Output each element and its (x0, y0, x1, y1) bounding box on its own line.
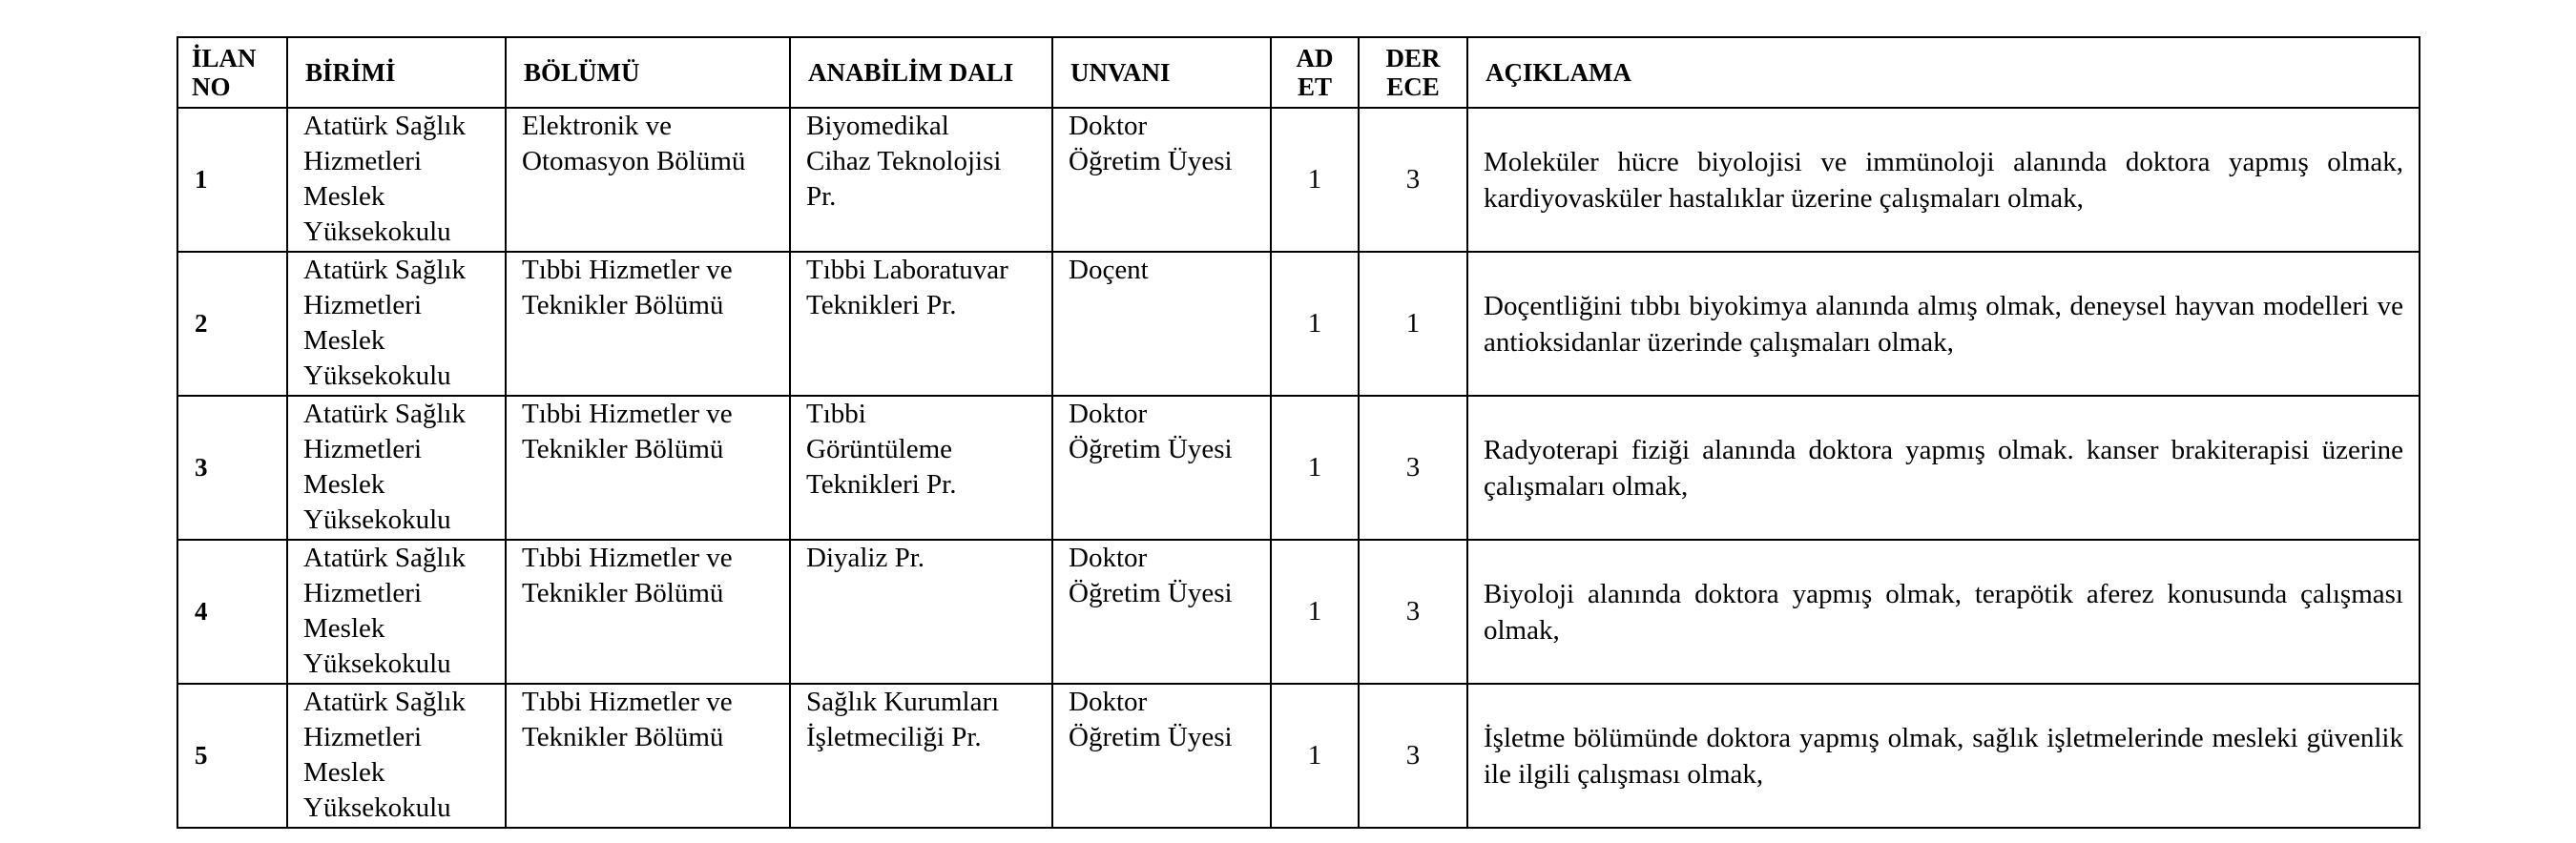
cell-anabilim-dali-line: Tıbbi (806, 399, 866, 429)
ilan-table (177, 36, 2420, 829)
cell-anabilim-dali (790, 540, 1052, 684)
cell-unvani-line: Öğretim Üyesi (1069, 434, 1233, 464)
cell-unvani (1052, 396, 1271, 540)
header-ilan-no-line-1: İLAN (192, 44, 257, 72)
header-row (177, 37, 2420, 108)
cell-birimi-line: Atatürk Sağlık (303, 255, 466, 285)
table-row (177, 684, 2420, 828)
header-derece-line-2: ECE (1386, 72, 1440, 101)
header-adet-line-1: AD (1296, 44, 1334, 72)
cell-birimi (287, 684, 506, 828)
cell-adet: 1 (1271, 252, 1359, 396)
cell-adet: 1 (1271, 540, 1359, 684)
cell-anabilim-dali-line: Teknikleri Pr. (806, 469, 957, 500)
cell-birimi-line: Hizmetleri (303, 578, 423, 608)
cell-ilan-no: 5 (177, 684, 287, 828)
cell-bolumu (506, 252, 790, 396)
cell-birimi-line: Hizmetleri (303, 290, 423, 320)
cell-unvani-line: Doçent (1069, 255, 1149, 285)
cell-bolumu-line: Tıbbi Hizmetler ve (522, 399, 733, 429)
cell-unvani-line: Doktor (1069, 399, 1148, 429)
header-bolumu: BÖLÜMÜ (506, 37, 790, 108)
cell-anabilim-dali-line: Sağlık Kurumları (806, 687, 1000, 717)
header-birimi: BİRİMİ (287, 37, 506, 108)
cell-bolumu-line: Tıbbi Hizmetler ve (522, 543, 733, 573)
cell-ilan-no: 1 (177, 108, 287, 252)
cell-birimi-line: Meslek (303, 325, 385, 356)
cell-bolumu-line: Teknikler Bölümü (522, 722, 724, 752)
cell-birimi-line: Yüksekokulu (303, 504, 451, 535)
header-ilan-no-line-2: NO (192, 72, 231, 101)
cell-birimi-line: Atatürk Sağlık (303, 687, 466, 717)
header-adet-line-2: ET (1297, 72, 1333, 101)
table-row (177, 540, 2420, 684)
cell-birimi-line: Hizmetleri (303, 434, 423, 464)
cell-unvani-line: Öğretim Üyesi (1069, 722, 1233, 752)
cell-derece: 3 (1359, 540, 1467, 684)
cell-aciklama: Radyoterapi fiziği alanında doktora yapmış olmak. kanser brakiterapisi üzerine çalışmaları olmak, (1467, 396, 2420, 540)
cell-bolumu (506, 540, 790, 684)
cell-unvani (1052, 252, 1271, 396)
cell-derece: 1 (1359, 252, 1467, 396)
cell-anabilim-dali-line: Pr. (806, 181, 837, 212)
table-row (177, 252, 2420, 396)
cell-birimi-line: Atatürk Sağlık (303, 543, 466, 573)
cell-derece: 3 (1359, 684, 1467, 828)
cell-aciklama: Moleküler hücre biyolojisi ve immünoloji alanında doktora yapmış olmak, kardiyovasküler hastalıklar üzerine çalışmaları olmak, (1467, 108, 2420, 252)
cell-anabilim-dali (790, 252, 1052, 396)
cell-birimi (287, 396, 506, 540)
cell-anabilim-dali-line: Tıbbi Laboratuvar (806, 255, 1008, 285)
cell-birimi-line: Meslek (303, 613, 385, 644)
cell-unvani-line: Öğretim Üyesi (1069, 578, 1233, 608)
cell-bolumu-line: Otomasyon Bölümü (522, 146, 746, 176)
cell-birimi (287, 108, 506, 252)
cell-birimi-line: Yüksekokulu (303, 216, 451, 247)
cell-ilan-no: 2 (177, 252, 287, 396)
cell-derece: 3 (1359, 396, 1467, 540)
header-derece-line-1: DER (1385, 44, 1441, 72)
cell-unvani-line: Doktor (1069, 543, 1148, 573)
header-anabilim-dali: ANABİLİM DALI (790, 37, 1052, 108)
cell-birimi-line: Hizmetleri (303, 146, 423, 176)
cell-unvani-line: Öğretim Üyesi (1069, 146, 1233, 176)
header-adet (1271, 37, 1359, 108)
cell-bolumu-line: Tıbbi Hizmetler ve (522, 687, 733, 717)
cell-ilan-no: 3 (177, 396, 287, 540)
cell-anabilim-dali-line: İşletmeciliği Pr. (806, 722, 982, 752)
cell-birimi-line: Yüksekokulu (303, 360, 451, 391)
header-unvani: UNVANI (1052, 37, 1271, 108)
cell-anabilim-dali-line: Diyaliz Pr. (806, 543, 925, 573)
cell-bolumu-line: Teknikler Bölümü (522, 434, 724, 464)
cell-birimi-line: Meslek (303, 469, 385, 500)
cell-anabilim-dali-line: Biyomedikal (806, 111, 949, 141)
cell-anabilim-dali-line: Görüntüleme (806, 434, 953, 464)
cell-anabilim-dali-line: Cihaz Teknolojisi (806, 146, 1002, 176)
cell-bolumu (506, 108, 790, 252)
header-ilan-no (177, 37, 287, 108)
header-aciklama: AÇIKLAMA (1467, 37, 2420, 108)
cell-unvani (1052, 540, 1271, 684)
cell-birimi-line: Meslek (303, 181, 385, 212)
cell-birimi-line: Atatürk Sağlık (303, 111, 466, 141)
cell-unvani-line: Doktor (1069, 687, 1148, 717)
cell-birimi-line: Atatürk Sağlık (303, 399, 466, 429)
cell-birimi (287, 252, 506, 396)
cell-adet: 1 (1271, 108, 1359, 252)
cell-bolumu-line: Teknikler Bölümü (522, 290, 724, 320)
cell-bolumu (506, 396, 790, 540)
cell-ilan-no: 4 (177, 540, 287, 684)
cell-anabilim-dali (790, 108, 1052, 252)
table-body (177, 108, 2420, 828)
cell-unvani (1052, 108, 1271, 252)
cell-derece: 3 (1359, 108, 1467, 252)
cell-aciklama: Doçentliğini tıbbı biyokimya alanında almış olmak, deneysel hayvan modelleri ve antioksidanlar üzerinde çalışmaları olmak, (1467, 252, 2420, 396)
cell-bolumu (506, 684, 790, 828)
cell-adet: 1 (1271, 684, 1359, 828)
cell-adet: 1 (1271, 396, 1359, 540)
cell-birimi-line: Hizmetleri (303, 722, 423, 752)
cell-birimi-line: Yüksekokulu (303, 648, 451, 679)
cell-unvani (1052, 684, 1271, 828)
cell-aciklama: İşletme bölümünde doktora yapmış olmak, sağlık işletmelerinde mesleki güvenlik ile ilgili çalışması olmak, (1467, 684, 2420, 828)
cell-aciklama: Biyoloji alanında doktora yapmış olmak, terapötik aferez konusunda çalışması olmak, (1467, 540, 2420, 684)
cell-birimi-line: Meslek (303, 757, 385, 788)
cell-anabilim-dali (790, 684, 1052, 828)
cell-birimi-line: Yüksekokulu (303, 792, 451, 823)
cell-anabilim-dali-line: Teknikleri Pr. (806, 290, 957, 320)
cell-anabilim-dali (790, 396, 1052, 540)
header-derece (1359, 37, 1467, 108)
table-row (177, 108, 2420, 252)
cell-unvani-line: Doktor (1069, 111, 1148, 141)
cell-bolumu-line: Tıbbi Hizmetler ve (522, 255, 733, 285)
cell-bolumu-line: Elektronik ve (522, 111, 673, 141)
cell-bolumu-line: Teknikler Bölümü (522, 578, 724, 608)
table-row (177, 396, 2420, 540)
cell-birimi (287, 540, 506, 684)
